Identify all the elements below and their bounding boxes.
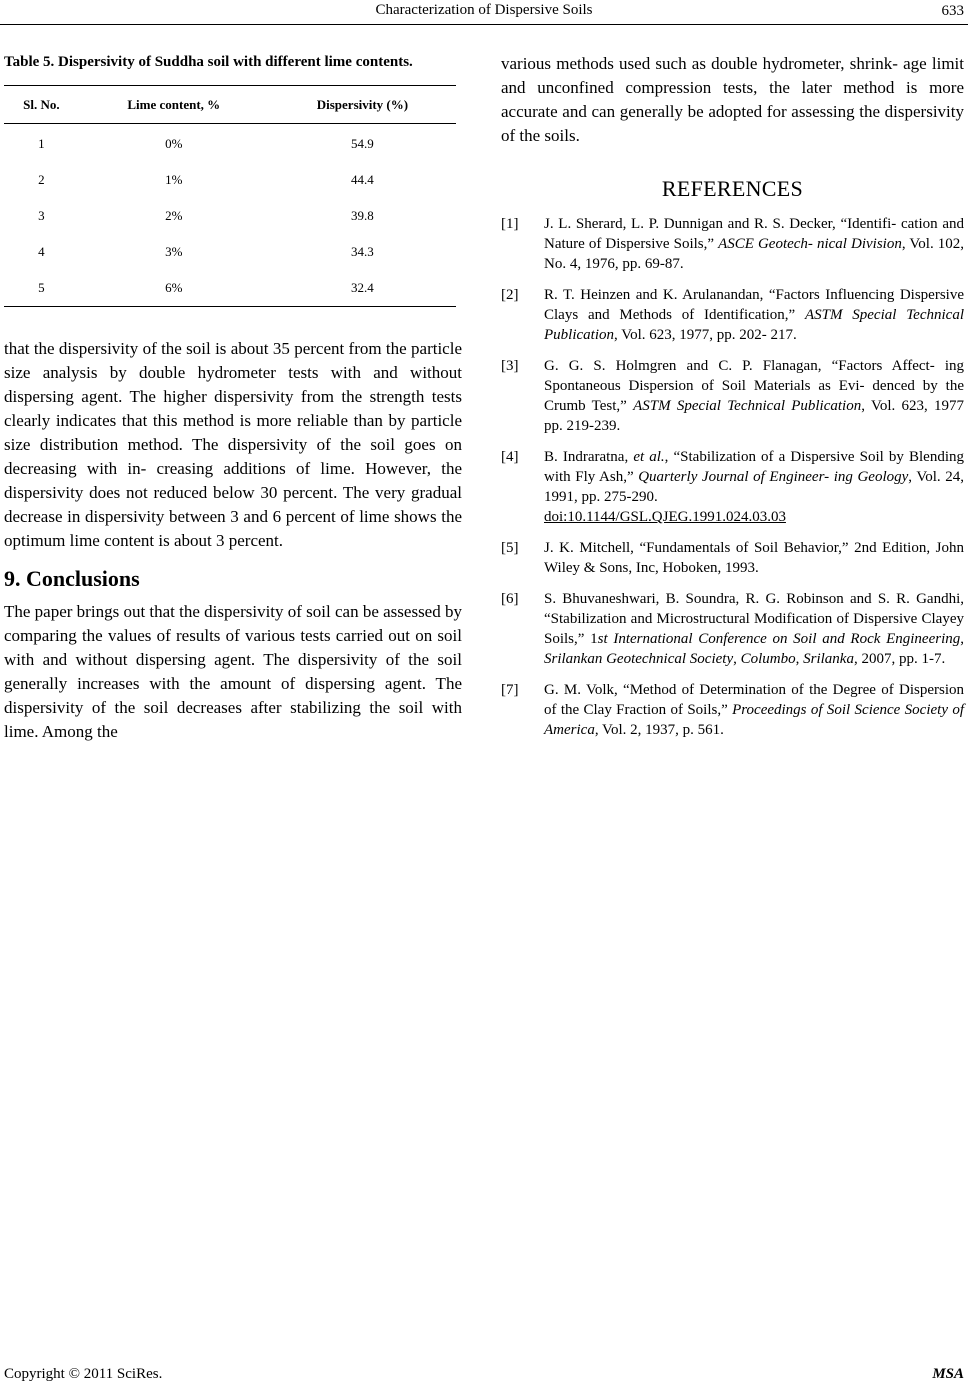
table-caption: Table 5. Dispersivity of Suddha soil with different lime contents. (4, 54, 413, 70)
cell-lime-content: 6% (79, 270, 269, 307)
references-heading: REFERENCES (661, 176, 804, 201)
reference-number: [6] (501, 591, 519, 607)
cell-sl-no: 5 (4, 270, 79, 307)
conclusions-paragraph: The paper brings out that the dispersivity of soil can be assessed by comparing the values of results of various tests carried out on soil with and without dispersing agent. The dispersivity of the soil generally increases with the amount of dispersing agent. The dispersivity of the soil decreases after stabilizing the soil with lime. Among the (4, 602, 462, 741)
reference-separator: , (795, 651, 804, 667)
reference-item (501, 447, 964, 527)
reference-separator: , (733, 651, 741, 667)
reference-text: , “Stabilization of a Dispersive Soil by Blending with Fly Ash,” (544, 449, 964, 485)
reference-item (501, 589, 964, 669)
reference-text: S. Bhuvaneshwari, B. Soundra, R. G. Robinson and S. R. Gandhi, “Stabilization and Microstructural Modification of Dispersive Clayey Soils,” 1 (544, 591, 964, 647)
reference-item (501, 680, 964, 740)
doi-link[interactable]: doi:10.1144/GSL.QJEG.1991.024.03.03 (544, 509, 786, 525)
running-header (0, 0, 968, 25)
right-column (501, 52, 964, 751)
reference-item (501, 538, 964, 578)
reference-text: J. L. Sherard, L. P. Dunnigan and R. S. Decker, “Identifi- cation and Nature of Dispersive Soils,” (544, 216, 964, 252)
reference-number: [1] (501, 216, 519, 232)
table-header-row (4, 86, 456, 124)
reference-number: [7] (501, 682, 519, 698)
reference-conference: st International Conference on Soil and Rock Engineering (597, 631, 961, 647)
left-column (4, 52, 462, 744)
section-heading-conclusions: 9. Conclusions (4, 566, 140, 591)
table-row (4, 234, 456, 270)
reference-journal: ASTM Special Technical Publication (544, 307, 964, 343)
footer-journal-abbrev: MSA (932, 1366, 964, 1382)
reference-text: G. G. S. Holmgren and C. P. Flanagan, “Factors Affect- ing Spontaneous Dispersion of Soil Materials as Evi- denced by the Crumb Test,” (544, 358, 964, 414)
reference-details: , Vol. 623, 1977 pp. 219-239. (544, 398, 964, 434)
cell-sl-no: 1 (38, 136, 45, 151)
reference-details: , Vol. 24, 1991, pp. 275-290. (544, 469, 964, 505)
reference-journal: ASTM Special Technical Publication (633, 398, 862, 414)
reference-authors: B. Indraratna, (544, 449, 634, 465)
cell-sl-no: 4 (38, 244, 45, 259)
reference-details: , Vol. 2, 1937, p. 561. (594, 722, 724, 738)
cell-lime-content: 3% (165, 244, 183, 259)
reference-text: J. K. Mitchell, “Fundamentals of Soil Behavior,” 2nd Edition, John Wiley & Sons, Inc, Hoboken, 1993. (544, 540, 964, 576)
reference-item (501, 214, 964, 274)
reference-organization: Srilankan Geotechnical Society (544, 651, 734, 667)
cell-sl-no: 3 (38, 208, 45, 223)
cell-sl-no: 2 (38, 172, 45, 187)
reference-country: Srilanka (803, 651, 854, 667)
dispersivity-table (4, 85, 456, 307)
conclusions-paragraph-continued: various methods used such as double hydrometer, shrink- age limit and unconfined compression tests, the later method is more accurate and can generally be adopted for assessing the dispersivity of the soils. (501, 54, 964, 145)
reference-separator: , (960, 631, 964, 647)
table-row (4, 124, 456, 163)
reference-journal: ASCE Geotech- nical Division (718, 236, 902, 252)
reference-journal: Proceedings of Soil Science Society of America (544, 702, 964, 738)
footer-copyright: Copyright © 2011 SciRes. (4, 1366, 163, 1382)
table-row (4, 162, 456, 198)
reference-item (501, 356, 964, 436)
col-header-sl-no: Sl. No. (4, 86, 79, 124)
cell-lime-content: 1% (165, 172, 183, 187)
cell-lime-content: 0% (165, 136, 183, 151)
table-row (4, 270, 456, 307)
body-paragraph: that the dispersivity of the soil is about 35 percent from the particle size analysis by double hydrometer tests with and without dispersing agent. The higher dispersivity from the strength tests clearly indicates that this method is more reliable than by particle size distribution method. The dispersivity of the soil goes on decreasing with in- creasing additions of lime. However, the dispersivity does not reduced below 30 percent. The very gradual decrease in dispersivity between 3 and 6 percent of lime shows the optimum lime content is about 3 percent. (4, 339, 462, 550)
reference-text: R. T. Heinzen and K. Arulanandan, “Factors Influencing Dispersive Clays and Methods of Identification,” (544, 287, 964, 323)
reference-text: G. M. Volk, “Method of Determination of the Degree of Dispersion of the Clay Fraction of Soils,” (544, 682, 964, 718)
running-title: Characterization of Dispersive Soils (375, 2, 593, 18)
reference-number: [5] (501, 540, 519, 556)
table-row (4, 198, 456, 234)
reference-item (501, 285, 964, 345)
reference-journal: Quarterly Journal of Engineer- ing Geology (638, 469, 909, 485)
reference-city: Columbo (740, 651, 796, 667)
cell-dispersivity: 32.4 (269, 270, 456, 307)
reference-list (501, 214, 964, 740)
col-header-dispersivity: Dispersivity (%) (269, 86, 456, 124)
reference-et-al: et al. (633, 449, 665, 465)
reference-number: [4] (501, 449, 519, 465)
page-number: 633 (941, 3, 964, 19)
cell-dispersivity: 44.4 (351, 172, 374, 187)
cell-lime-content: 2% (165, 208, 183, 223)
cell-dispersivity: 39.8 (351, 208, 374, 223)
reference-details: , 2007, pp. 1-7. (853, 651, 946, 667)
cell-dispersivity: 34.3 (351, 244, 374, 259)
cell-dispersivity: 54.9 (351, 136, 374, 151)
reference-number: [3] (501, 358, 519, 374)
reference-number: [2] (501, 287, 519, 303)
reference-details: , Vol. 623, 1977, pp. 202- 217. (614, 327, 797, 343)
reference-details: , Vol. 102, No. 4, 1976, pp. 69-87. (544, 236, 965, 272)
col-header-lime-content: Lime content, % (79, 86, 269, 124)
